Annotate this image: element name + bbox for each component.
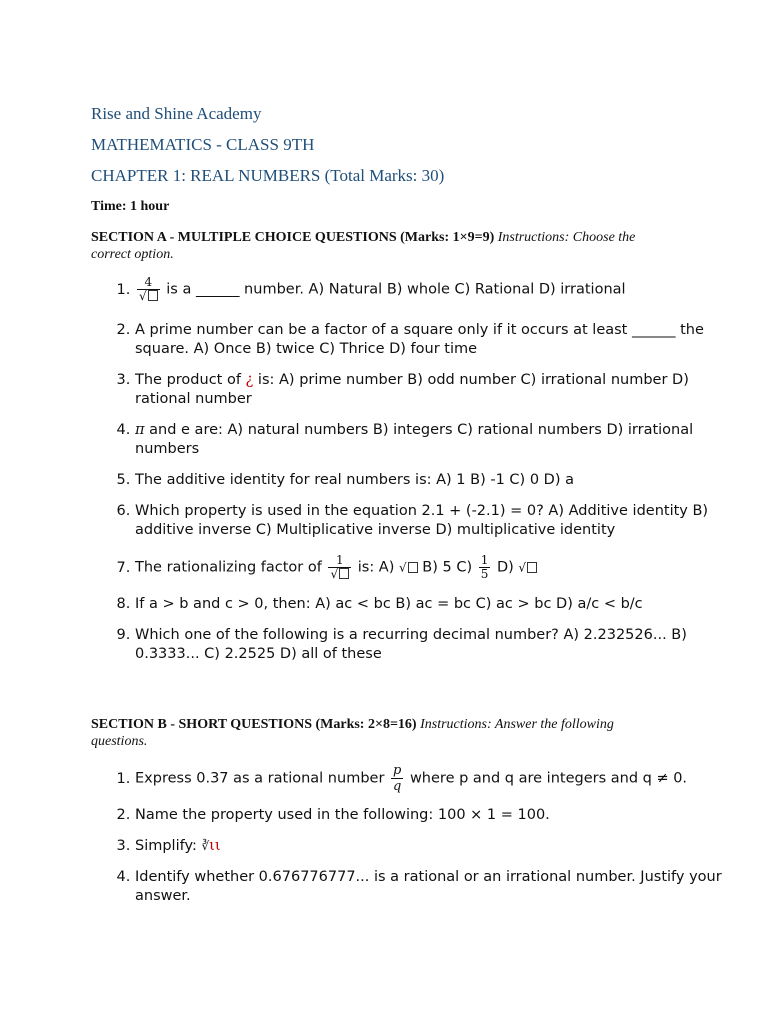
section-b-instructions: Instructions: Answer the following questions. <box>91 717 614 749</box>
question-a2: 2. A prime number can be a factor of a square only if it occurs at least ______ the square. A) Once B) twice C) Thrice D) four time <box>135 321 725 359</box>
missing-glyph-box <box>148 290 158 301</box>
section-a-questions <box>91 276 725 664</box>
fraction: 1. $\frac{4}{√}$ <box>137 276 160 303</box>
missing-glyph-box <box>339 568 349 579</box>
question-a6: 6. Which property is used in the equation 2.1 + (-2.1) = 0? A) Additive identity B) additive inverse C) Multiplicative inverse D) multiplicative identity <box>135 502 725 540</box>
cube-root-symbol: ∛ <box>201 839 210 853</box>
section-a-instructions: Instructions: Choose the correct option. <box>91 230 636 262</box>
question-b1: 1. Express 0.37 as a rational number $\frac{p}{q}$ where p and q are integers and q ≠ 0. <box>135 763 725 794</box>
section-b-questions <box>91 763 725 906</box>
fraction: $\frac{1}{5}$ <box>480 553 489 581</box>
chapter-title: CHAPTER 1: REAL NUMBERS (Total Marks: 30) <box>91 166 445 185</box>
section-a-heading <box>91 229 671 263</box>
question-b3: 3. Simplify: ∛ιι <box>135 837 725 856</box>
question-a9: 9. Which one of the following is a recurring decimal number? A) 2.232526... B) 0.3333... C) 2.2525 D) all of these <box>135 626 725 664</box>
school-name: Rise and Shine Academy <box>91 104 262 123</box>
section-b-heading <box>91 716 671 750</box>
question-a1: 1. $\frac{4}{√}$ is a ______ number. A) Natural B) whole C) Rational D) irrational <box>135 276 725 303</box>
math-symbol: ιι <box>209 838 221 854</box>
math-symbol: ¿ <box>245 372 254 388</box>
fraction: $\frac{1}{√}$ <box>328 554 351 581</box>
pi-symbol: π <box>135 422 145 438</box>
question-b2: 2. Name the property used in the following: 100 × 1 = 100. <box>135 806 725 825</box>
missing-glyph-box <box>527 562 537 573</box>
time-limit: Time: 1 hour <box>91 199 170 214</box>
subject-title: MATHEMATICS - CLASS 9TH <box>91 135 315 154</box>
missing-glyph-box <box>408 562 418 573</box>
question-a5: 5. The additive identity for real numbers is: A) 1 B) -1 C) 0 D) a <box>135 471 725 490</box>
question-a3: 3. The product of ¿ is: A) prime number B) odd number C) irrational number D) rational number <box>135 371 725 409</box>
question-a4: 4. π and e are: A) natural numbers B) integers C) rational numbers D) irrational numbers <box>135 421 725 459</box>
section-a-title: SECTION A - MULTIPLE CHOICE QUESTIONS (Marks: 1×9=9) <box>91 230 495 245</box>
question-a7: 7. The rationalizing factor of $\frac{1}{√}$ is: A) √ B) 5 C) $\frac{1}{5}$ D) √ <box>135 554 725 581</box>
question-a8: 8. If a > b and c > 0, then: A) ac < bc B) ac = bc C) ac > bc D) a/c < b/c <box>135 595 725 614</box>
fraction: $\frac{p}{q}$ <box>393 763 402 794</box>
section-b-title: SECTION B - SHORT QUESTIONS (Marks: 2×8=16) <box>91 717 417 732</box>
question-b4: 4. Identify whether 0.676776777... is a rational or an irrational number. Justify your answer. <box>135 868 725 906</box>
